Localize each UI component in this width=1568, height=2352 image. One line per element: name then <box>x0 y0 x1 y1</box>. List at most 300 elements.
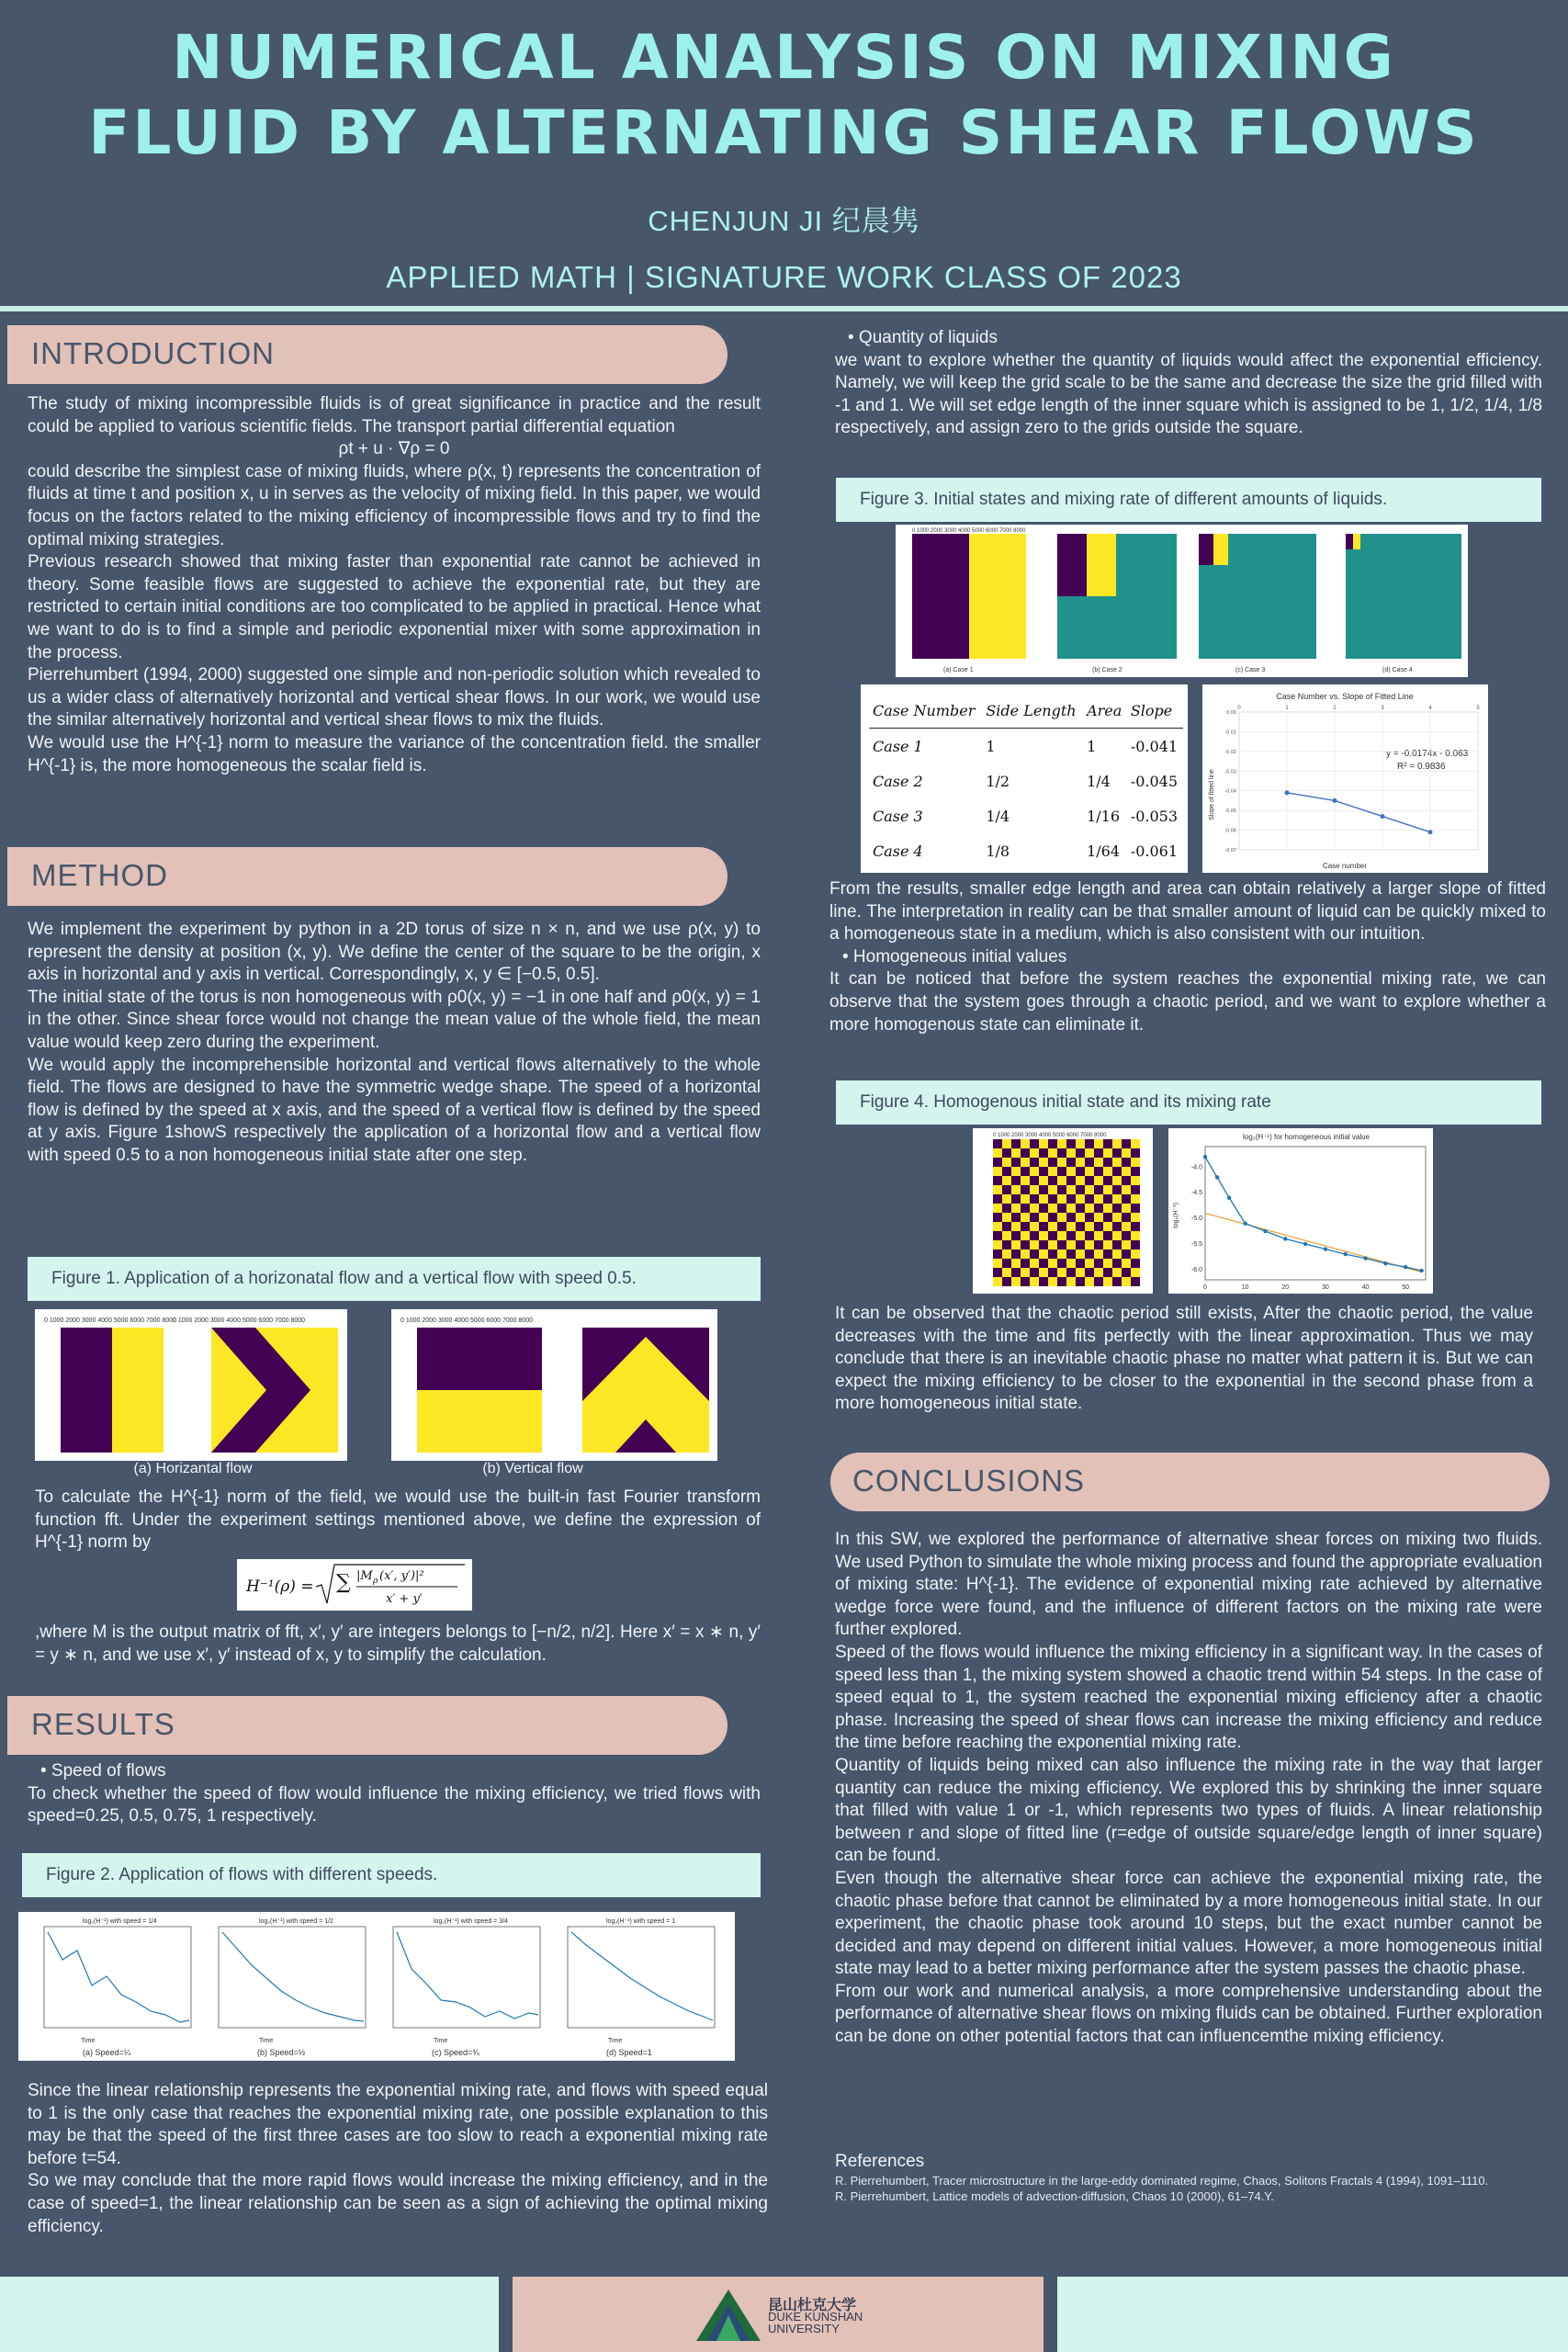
checker-cell <box>1085 1240 1094 1250</box>
fig2a-xlabel: Time <box>81 2038 96 2044</box>
checker-cell <box>1048 1250 1057 1259</box>
checker-cell <box>1011 1148 1021 1158</box>
homog-tick-x: 30 <box>1322 1284 1329 1291</box>
homog-point <box>1203 1155 1207 1159</box>
checker-cell <box>1131 1204 1140 1213</box>
svg-text:(c) Case 3: (c) Case 3 <box>1235 667 1266 673</box>
fig2b-xlabel: Time <box>259 2038 274 2044</box>
checker-cell <box>1076 1268 1085 1277</box>
checker-cell <box>1076 1176 1085 1185</box>
checker-cell <box>1011 1268 1021 1277</box>
checker-cell <box>1112 1268 1122 1277</box>
checker-cell <box>1103 1139 1112 1148</box>
results-p3: So we may conclude that the more rapid flows would increase the mixing efficiency, and in the case of speed=1, the linear relationship can be seen as a sign of achieving the optimal mixing efficiency. <box>28 2171 768 2236</box>
intro-p1: The study of mixing incompressible fluids is of great significance in practice and the result could be applied to various scientific fields. The transport partial differential equation <box>28 394 761 436</box>
checker-cell <box>1085 1231 1094 1240</box>
figure-3-caption <box>836 478 1541 522</box>
checker-cell <box>1085 1277 1094 1286</box>
checker-cell <box>1112 1277 1122 1286</box>
checker-cell <box>1103 1194 1112 1204</box>
svg-text:0 1000 2000 3000 4000 5000 600: 0 1000 2000 3000 4000 5000 6000 7000 8000 <box>912 528 1026 534</box>
title-line-1: NUMERICAL ANALYSIS ON MIXING <box>172 22 1396 93</box>
slope-tick-y: -0.07 <box>1224 848 1236 854</box>
checker-cell <box>993 1259 1002 1268</box>
checker-cell <box>1085 1213 1094 1222</box>
figure-1-horizontal-flow <box>35 1309 347 1461</box>
h-inverse-norm-equation <box>237 1559 472 1611</box>
checker-cell <box>1002 1158 1011 1167</box>
checker-cell <box>1066 1194 1076 1204</box>
conclusions-p4: Even though the alternative shear force can achieve the exponential mixing rate, the chaotic phase before that cannot be eliminated by a more homogeneous initial state. In our experiment, the chaotic phase took around 10 steps, but the exact number cannot be decided and may depend on different initial values. However, a more homogeneous initial state may lead to a better mixing performance after the system passes the chaotic phase. <box>835 1868 1542 1979</box>
fig2b-title: log₂(H⁻¹) with speed = 1/2 <box>259 1918 333 1925</box>
figure-3-caption-text: Figure 3. Initial states and mixing rate of different amounts of liquids. <box>860 490 1388 509</box>
svg-text:(d) Case 4: (d) Case 4 <box>1382 667 1413 673</box>
checker-cell <box>1048 1259 1057 1268</box>
checker-cell <box>1030 1176 1039 1185</box>
checker-cell <box>1122 1250 1131 1259</box>
homog-point <box>1263 1229 1267 1233</box>
checker-cell <box>1094 1158 1103 1167</box>
figure-4-checkerboard <box>973 1128 1153 1294</box>
checker-cell <box>1066 1277 1076 1286</box>
checker-cell <box>1076 1194 1085 1204</box>
checker-cell <box>1131 1259 1140 1268</box>
homog-point <box>1227 1196 1231 1200</box>
checker-cell <box>1057 1204 1066 1213</box>
checker-cell <box>1076 1250 1085 1259</box>
checker-cell <box>1122 1213 1131 1222</box>
checker-cell <box>1057 1213 1066 1222</box>
checker-cell <box>993 1222 1002 1231</box>
checker-cell <box>1094 1194 1103 1204</box>
checker-cell <box>993 1194 1002 1204</box>
checker-cell <box>1021 1259 1030 1268</box>
svg-text:|M: |M <box>356 1569 373 1583</box>
checker-cell <box>1048 1185 1057 1194</box>
checker-cell <box>1011 1167 1021 1176</box>
checker-cell <box>1030 1222 1039 1231</box>
checker-cell <box>1122 1204 1131 1213</box>
checker-cell <box>1103 1158 1112 1167</box>
checker-cell <box>1048 1268 1057 1277</box>
col-slope: Slope <box>1127 693 1183 729</box>
logo-en-1: DUKE KUNSHAN <box>768 2310 863 2324</box>
conclusions-p2: Speed of the flows would influence the mixing efficiency in a significant way. In the cases of speed less than 1, the mixing system showed a chaotic trend within 54 steps. In the case of speed equal to 1, the system reached the exponential mixing efficiency after a chaotic phase. Increasing the speed of shear flows can increase the mixing efficiency and reduce the time before reaching the exponential mixing rate. <box>835 1642 1542 1753</box>
slope-tick-y: -0.06 <box>1224 828 1236 834</box>
fig2-panel-b <box>219 1918 366 2057</box>
svg-text:ρ: ρ <box>373 1577 378 1586</box>
checker-cell <box>1021 1139 1030 1148</box>
figure-2-caption <box>22 1853 761 1897</box>
checker-cell <box>1085 1176 1094 1185</box>
introduction-heading <box>7 325 728 384</box>
checker-cell <box>1002 1185 1011 1194</box>
method-body-2 <box>35 1487 761 1555</box>
checker-cell <box>1039 1277 1048 1286</box>
checker-cell <box>1131 1167 1140 1176</box>
quantity-p1: we want to explore whether the quantity of liquids would affect the exponential efficiency. Namely, we will keep the grid scale to be the same and decrease the size the grid filled with -1 and 1. We will set edge length of the inner square which is assigned to be 1, 1/2, 1/4, 1/8 respectively, and assign zero to the grids outside the square. <box>835 350 1542 438</box>
checker-cell <box>993 1240 1002 1250</box>
results-body-2 <box>28 2080 768 2238</box>
checker-cell <box>1002 1240 1011 1250</box>
cell: 1 <box>986 737 996 755</box>
cell: 1/4 <box>986 807 1010 825</box>
results-bullet-speed: • Speed of flows <box>40 1761 166 1781</box>
checker-cell <box>1066 1139 1076 1148</box>
slope-point <box>1381 814 1385 819</box>
quantity-results <box>829 878 1546 1036</box>
checker-cell <box>1122 1240 1131 1250</box>
slope-tick-x: 1 <box>1285 706 1289 711</box>
col-area: Area <box>1083 693 1127 729</box>
checker-cell <box>1094 1250 1103 1259</box>
checker-cell <box>1103 1250 1112 1259</box>
cell: -0.061 <box>1130 842 1179 860</box>
checker-cell <box>1103 1204 1112 1213</box>
svg-text:∑: ∑ <box>336 1571 351 1594</box>
slope-tick-x: 2 <box>1333 706 1337 711</box>
quantity-section <box>835 327 1542 440</box>
checker-cell <box>1057 1250 1066 1259</box>
references <box>835 2154 1551 2204</box>
homog-point <box>1404 1265 1407 1269</box>
homog-point <box>1363 1256 1367 1260</box>
checker-cell <box>1048 1222 1057 1231</box>
checker-cell <box>1030 1268 1039 1277</box>
checker-cell <box>1039 1268 1048 1277</box>
checker-cell <box>1039 1176 1048 1185</box>
checker-cell <box>993 1167 1002 1176</box>
col-case-number: Case Number <box>869 693 982 729</box>
footer-left-band <box>0 2277 499 2352</box>
checker-cell <box>1076 1148 1085 1158</box>
checker-cell <box>1094 1277 1103 1286</box>
conclusions-body <box>835 1529 1542 2049</box>
slope-tick-y: 0.00 <box>1226 710 1236 716</box>
checker-cell <box>1048 1231 1057 1240</box>
checker-cell <box>1030 1277 1039 1286</box>
checker-cell <box>1094 1167 1103 1176</box>
fig1-axis-ticks-a: 0 1000 2000 3000 4000 5000 6000 7000 8000 <box>44 1317 177 1324</box>
checker-cell <box>1103 1176 1112 1185</box>
checker-cell <box>1021 1231 1030 1240</box>
homog-tick-y: -5.5 <box>1190 1240 1202 1248</box>
svg-text:(x′, y′)|²: (x′, y′)|² <box>379 1569 424 1583</box>
checker-cell <box>1085 1250 1094 1259</box>
slope-tick-y: -0.02 <box>1224 749 1236 755</box>
checker-cell <box>1112 1185 1122 1194</box>
homog-tick-x: 0 <box>1203 1284 1207 1291</box>
homogeneous-p2: It can be observed that the chaotic period still exists, After the chaotic period, the value decreases with the time and fits perfectly with the linear approximation. Thus we may conclude that there is an inevitable chaotic phase no matter what pattern it is. But we can expect the mixing efficiency to be closer to the exponential in the second phase from a more homogeneous initial state. <box>835 1304 1533 1414</box>
poster-title <box>0 20 1568 171</box>
svg-text:(a) Case 1: (a) Case 1 <box>943 667 974 673</box>
slope-chart <box>1202 684 1488 873</box>
results-p1: To check whether the speed of flow would influence the mixing efficiency, we tried flows with speed=0.25, 0.5, 0.75, 1 respectively. <box>28 1783 761 1826</box>
slope-plot-frame <box>1239 712 1478 850</box>
checker-cell <box>1021 1250 1030 1259</box>
checker-cell <box>1011 1259 1021 1268</box>
table-row <box>869 798 1183 833</box>
checker-cell <box>1048 1194 1057 1204</box>
slope-tick-x: 4 <box>1428 706 1432 711</box>
method-p2: The initial state of the torus is non homogeneous with ρ0(x, y) = −1 in one half and ρ0(x, y) = 1 in the other. Since shear force would not change the mean value of the whole field, the mean value would keep zero during the experiment. <box>28 987 761 1052</box>
checker-cell <box>1057 1158 1066 1167</box>
checker-cell <box>1002 1213 1011 1222</box>
checker-cell <box>1076 1222 1085 1231</box>
checker-cell <box>1131 1176 1140 1185</box>
checker-cell <box>1112 1222 1122 1231</box>
fig1b-left-purple <box>417 1328 542 1390</box>
homog-point <box>1215 1175 1219 1179</box>
homog-tick-y: -4.0 <box>1190 1164 1202 1171</box>
references-heading: References <box>835 2152 925 2171</box>
checker-cell <box>1002 1277 1011 1286</box>
homog-point <box>1324 1247 1327 1250</box>
checker-cell <box>1103 1259 1112 1268</box>
checker-cell <box>1066 1259 1076 1268</box>
fig3-case-3 <box>1199 534 1316 673</box>
fig2b-label: (b) Speed=½ <box>257 2048 306 2057</box>
checker-cell <box>1066 1158 1076 1167</box>
affiliation: APPLIED MATH | SIGNATURE WORK CLASS OF 2023 <box>386 260 1182 294</box>
checker-cell <box>1076 1240 1085 1250</box>
slope-point <box>1428 830 1433 834</box>
slope-tick-x: 0 <box>1237 706 1241 711</box>
table-row <box>869 763 1183 798</box>
checker-cell <box>1076 1185 1085 1194</box>
checker-cell <box>1048 1158 1057 1167</box>
checker-cell <box>1011 1240 1021 1250</box>
fig2c-title: log₂(H⁻¹) with speed = 3/4 <box>434 1918 508 1925</box>
checker-cell <box>1011 1158 1021 1167</box>
checker-cell <box>1094 1176 1103 1185</box>
homog-tick-x: 10 <box>1241 1284 1249 1291</box>
checker-cell <box>1112 1231 1122 1240</box>
checker-cell <box>993 1231 1002 1240</box>
transport-equation: ρt + u · ∇ρ = 0 <box>338 439 450 459</box>
checker-cell <box>1021 1158 1030 1167</box>
checker-cell <box>1131 1185 1140 1194</box>
method-p3: We would apply the incomprehensible horizontal and vertical flows alternatively to the whole field. The flows are designed to have the symmetric wedge shape. The speed of a horizontal flow is defined by the speed at x axis, and the speed of a vertical flow is defined by the speed at y axis. Figure 1showS respectively the application of a horizontal flow and a vertical flow with speed 0.5 to a non homogeneous initial state after one step. <box>28 1055 761 1165</box>
intro-p2: could describe the simplest case of mixing fluids, where ρ(x, t) represents the concentration of fluids at time t and position x, u in serves as the velocity of mixing field. In this paper, we would focus on the factors related to the mixing efficiency of incompressible flows and try to find the optimal mixing strategies. <box>28 461 761 549</box>
cell: 1/4 <box>1087 772 1111 790</box>
checker-cell <box>993 1277 1002 1286</box>
checker-cell <box>1076 1204 1085 1213</box>
checker-cell <box>1011 1204 1021 1213</box>
intro-p5: We would use the H^{-1} norm to measure the variance of the concentration field. the smaller H^{-1} is, the more homogeneous the scalar field is. <box>28 732 761 775</box>
homogeneous-p1: It can be noticed that before the system reaches the exponential mixing rate, we can observe that the system goes through a chaotic period, and we want to explore whether a more homogenous state can eliminate it. <box>829 969 1546 1035</box>
checker-cell <box>1057 1185 1066 1194</box>
checker-cell <box>1103 1268 1112 1277</box>
checker-cell <box>1085 1194 1094 1204</box>
figure-1-vertical-flow <box>391 1309 717 1461</box>
checker-cell <box>1094 1268 1103 1277</box>
method-body-3 <box>35 1622 761 1667</box>
method-p1: We implement the experiment by python in a 2D torus of size n × n, and we use ρ(x, y) to represent the density at position (x, y). We define the center of the square to be the origin, x axis in horizontal and y axis in vertical. Correspondingly, x, y ∈ [−0.5, 0.5]. <box>28 920 761 985</box>
checker-cell <box>1048 1139 1057 1148</box>
checker-cell <box>1021 1240 1030 1250</box>
fig2c-label: (c) Speed=¾ <box>432 2048 479 2057</box>
method-heading <box>7 847 728 906</box>
slope-chart-xlabel: Case number <box>1322 862 1368 870</box>
checker-cell <box>1103 1277 1112 1286</box>
checker-cell <box>1057 1148 1066 1158</box>
checker-cell <box>993 1176 1002 1185</box>
checker-cell <box>1122 1185 1131 1194</box>
checker-cell <box>993 1185 1002 1194</box>
header-divider <box>0 306 1568 311</box>
checker-cell <box>1030 1158 1039 1167</box>
homog-tick-y: -6.0 <box>1190 1266 1202 1273</box>
checker-cell <box>1039 1158 1048 1167</box>
checker-cell <box>1094 1204 1103 1213</box>
slope-point <box>1285 790 1290 795</box>
checker-cell <box>1076 1167 1085 1176</box>
checker-cell <box>1002 1259 1011 1268</box>
fig2c-xlabel: Time <box>434 2038 448 2044</box>
homog-point <box>1419 1269 1423 1272</box>
checker-cell <box>1076 1158 1085 1167</box>
checker-cell <box>1085 1148 1094 1158</box>
homog-chart-marks <box>1203 1155 1424 1272</box>
checker-cell <box>1011 1222 1021 1231</box>
checker-cell <box>1122 1231 1131 1240</box>
checker-cell <box>1039 1185 1048 1194</box>
checker-cell <box>1103 1148 1112 1158</box>
fig2a-title: log₂(H⁻¹) with speed = 1/4 <box>83 1918 157 1925</box>
homog-point <box>1283 1237 1287 1240</box>
checker-cell <box>1048 1240 1057 1250</box>
checker-cell <box>1112 1213 1122 1222</box>
logo-cn: 昆山杜克大学 <box>768 2296 857 2313</box>
fig2d-title: log₂(H⁻¹) with speed = 1 <box>606 1918 676 1925</box>
figure-1-caption-text: Figure 1. Application of a horizonatal flow and a vertical flow with speed 0.5. <box>51 1269 637 1288</box>
checker-cell <box>1048 1176 1057 1185</box>
checker-cell <box>1011 1231 1021 1240</box>
checker-cell <box>1085 1139 1094 1148</box>
checker-cell <box>993 1158 1002 1167</box>
slope-chart-title: Case Number vs. Slope of Fitted Line <box>1276 692 1414 701</box>
fig1-axis-ticks-b: 0 1000 2000 3000 4000 5000 6000 7000 8000 <box>400 1317 534 1324</box>
cell: 1/8 <box>986 842 1010 860</box>
fig3-case-4 <box>1346 534 1461 673</box>
checker-cell <box>1066 1185 1076 1194</box>
checker-cell <box>1002 1194 1011 1204</box>
figure-1-label-b: (b) Vertical flow <box>482 1461 583 1476</box>
checker-cell <box>1131 1158 1140 1167</box>
conclusions-heading <box>830 1453 1550 1511</box>
figure-2-speed-plots <box>18 1912 735 2061</box>
slope-tick-x: 3 <box>1381 706 1384 711</box>
checker-cell <box>1011 1277 1021 1286</box>
results-heading <box>7 1696 728 1755</box>
checker-cell <box>1066 1240 1076 1250</box>
checker-cell <box>1085 1268 1094 1277</box>
checker-cell <box>1066 1250 1076 1259</box>
checker-cell <box>1094 1231 1103 1240</box>
cell: -0.041 <box>1130 737 1179 755</box>
homog-series-line <box>1205 1157 1422 1271</box>
checker-cell <box>1094 1240 1103 1250</box>
checker-cell <box>1048 1167 1057 1176</box>
dku-logo-text <box>768 2296 863 2335</box>
checker-cell <box>1030 1167 1039 1176</box>
checker-cell <box>1131 1268 1140 1277</box>
conclusions-heading-text: CONCLUSIONS <box>852 1464 1086 1498</box>
homogeneous-results <box>835 1303 1533 1416</box>
checker-cell <box>1002 1148 1011 1158</box>
conclusions-p5: From our work and numerical analysis, a more comprehensive understanding about the performance of alternative shear flows on mixing fluids can be obtained. Further exploration can be done on other potential factors that can influencemthe mixing efficiency. <box>835 1981 1542 2047</box>
checker-cell <box>1030 1148 1039 1158</box>
slope-tick-y: -0.03 <box>1224 769 1236 775</box>
checker-cell <box>1030 1231 1039 1240</box>
bullet-homogeneous: • Homogeneous initial values <box>842 946 1067 967</box>
cell: -0.045 <box>1130 772 1179 790</box>
checker-cell <box>1039 1139 1048 1148</box>
svg-text:H⁻¹(ρ) =: H⁻¹(ρ) = <box>246 1577 314 1596</box>
checker-cell <box>1048 1148 1057 1158</box>
checker-cell <box>1039 1231 1048 1240</box>
fig1a-left-purple <box>61 1328 112 1453</box>
conclusions-p1: In this SW, we explored the performance of alternative shear forces on mixing two fluids. We used Python to simulate the whole mixing process and found the appropriate evaluation of mixing state: H^{-1}. The evidence of exponential mixing rate achieved by alternative wedge force were found, and the influence of different factors on the mixing rate were further explored. <box>835 1530 1542 1640</box>
figure-4-homogeneous-chart <box>1168 1128 1433 1294</box>
checker-cell <box>1085 1185 1094 1194</box>
checker-cell <box>1057 1194 1066 1204</box>
checker-cell <box>1122 1139 1131 1148</box>
checker-cell <box>1103 1213 1112 1222</box>
checker-cell <box>1057 1277 1066 1286</box>
checker-cell <box>1076 1139 1085 1148</box>
slope-chart-r2: R² = 0.9836 <box>1397 762 1446 772</box>
homog-tick-y: -5.0 <box>1190 1216 1202 1223</box>
checker-cell <box>1030 1250 1039 1259</box>
cell: 1/64 <box>1087 842 1121 860</box>
results-body <box>28 1760 761 1828</box>
checker-cell <box>1048 1213 1057 1222</box>
checker-cell <box>1057 1231 1066 1240</box>
checker-cell <box>1112 1158 1122 1167</box>
checker-cell <box>1131 1139 1140 1148</box>
checker-cell <box>1076 1213 1085 1222</box>
method-heading-text: METHOD <box>31 858 168 892</box>
checker-cell <box>1021 1277 1030 1286</box>
checker-cell <box>1112 1250 1122 1259</box>
results-heading-text: RESULTS <box>31 1707 175 1741</box>
checker-cell <box>1021 1185 1030 1194</box>
checker-cell <box>993 1213 1002 1222</box>
checker-cell <box>993 1204 1002 1213</box>
checker-cell <box>1002 1167 1011 1176</box>
figure-1-label-a: (a) Horizantal flow <box>133 1461 253 1476</box>
svg-text:0 1000 2000 3000 4000 5000 600: 0 1000 2000 3000 4000 5000 6000 7000 8000 <box>993 1133 1107 1138</box>
homog-point <box>1303 1242 1307 1246</box>
checker-cell <box>1021 1148 1030 1158</box>
checker-cell <box>1030 1139 1039 1148</box>
homog-tick-x: 40 <box>1361 1284 1370 1291</box>
checker-cell <box>1002 1250 1011 1259</box>
method-p5: ,where M is the output matrix of fft, x′, y′ are integers belongs to [−n/2, n/2]. Here x′ = x ∗ n, y′ = y ∗ n, and we use x′, y′ instead of x, y to simplify the calculation. <box>35 1623 761 1665</box>
checker-cell <box>1076 1259 1085 1268</box>
checker-cell <box>1122 1194 1131 1204</box>
homog-point <box>1344 1252 1348 1256</box>
checker-cell <box>1094 1148 1103 1158</box>
checker-cell <box>1057 1167 1066 1176</box>
homog-fitted-line <box>1205 1214 1422 1272</box>
checker-cell <box>1112 1139 1122 1148</box>
reference-1: R. Pierrehumbert, Tracer microstructure in the large-eddy dominated regime, Chaos, Solitons Fractals 4 (1994), 1091–1110. <box>835 2174 1489 2188</box>
slope-series-line <box>1287 793 1430 832</box>
checker-cell <box>1131 1240 1140 1250</box>
